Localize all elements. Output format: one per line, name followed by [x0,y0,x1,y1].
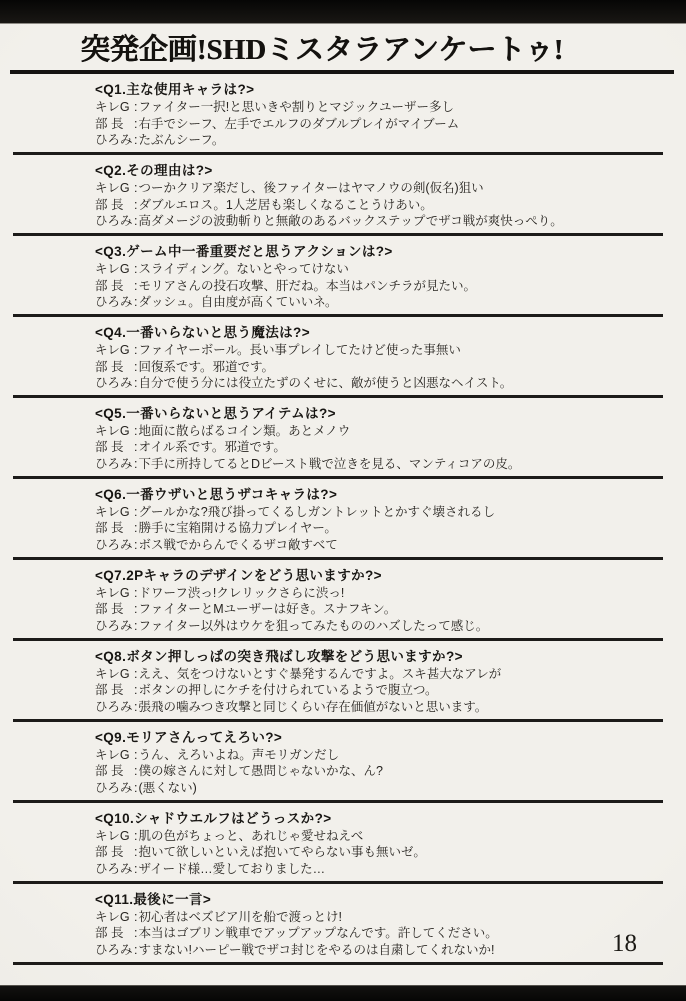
answer-row [95,861,663,878]
page-title: 突発企画!SHDミスタラアンケートゥ! [80,34,564,66]
answer-row [95,780,663,797]
answer-text: 張飛の噛みつき攻撃と同じくらい存在価値がないと思います。 [138,699,488,714]
question-heading: <Q1.主な使用キャラは?> [95,82,255,97]
answer-row [95,423,663,440]
answer-row [95,925,663,942]
speaker-label: キレG [95,261,130,276]
answer-row [95,342,663,359]
question-heading: <Q3.ゲーム中一番重要だと思うアクションは?> [95,243,393,259]
answer-row [95,601,663,618]
answer-text: 回復系です。邪道です。 [138,359,274,374]
answer-text: 自分で使う分には役立たずのくせに、敵が使うと凶悪なヘイスト。 [138,376,513,391]
speaker-label: キレG [95,828,130,843]
colon-separator: : [134,828,138,843]
answer-text: 肌の色がちょっと、あれじゃ愛せねえべ [138,828,364,843]
answer-row [95,439,663,456]
answer-text: ファイター以外はウケを狙ってみたもののハズしたって感じ。 [138,619,489,633]
speaker-label: 部 長 [95,359,124,374]
answer-text: つーかクリア楽だし、後ファイターはヤマノウの剣(仮名)狙い [138,180,484,195]
answer-row [95,504,663,521]
colon-separator: : [134,133,138,148]
colon-separator: : [134,423,138,438]
answer-row [95,747,663,764]
answer-text: ボタンの押しにケチを付けられているようで腹立つ。 [138,683,438,698]
speaker-label: キレG [95,423,130,438]
answer-text: 勝手に宝箱開ける協力プレイヤー。 [138,521,337,536]
colon-separator: : [134,909,138,924]
answer-text: ファイター一択!と思いきや割りとマジックユーザー多し [138,100,454,114]
answer-row [95,359,663,376]
answer-row [95,520,663,537]
answer-row [95,942,663,959]
answer-row [95,844,663,861]
qa-section-q5 [13,398,663,479]
question-heading: <Q6.一番ウザいと思うザコキャラは?> [95,486,338,502]
answer-row [95,375,663,392]
speaker-label: ひろみ [95,861,133,876]
colon-separator: : [134,342,138,357]
answer-row [95,99,663,116]
title-banner [10,23,674,74]
speaker-label: 部 長 [95,926,124,941]
colon-separator: : [134,359,138,374]
colon-separator: : [134,278,138,293]
qa-section-q1 [13,74,663,155]
scanner-bottom-black-bar [0,985,686,1001]
answer-text: たぶんシーフ。 [138,133,225,148]
speaker-label: キレG [95,504,130,519]
page-number: 18 [612,930,637,957]
answer-text: ファイターとMユーザーは好き。スナフキン。 [138,602,397,617]
colon-separator: : [134,295,138,310]
answer-row [95,261,663,278]
speaker-label: ひろみ [95,295,133,310]
answer-row [95,585,663,602]
colon-separator: : [134,780,138,795]
answer-row [95,116,663,133]
answer-text: 高ダメージの波動斬りと無敵のあるバックステップでザコ戦が爽快っぺり。 [138,214,563,229]
answer-row [95,537,663,554]
speaker-label: 部 長 [95,602,124,617]
answer-text: ダッシュ。自由度が高くていいネ。 [138,295,338,310]
answer-row [95,132,663,149]
colon-separator: : [134,261,138,276]
colon-separator: : [134,764,138,779]
answer-text: ザイード様…愛しておりました… [138,861,326,876]
answer-text: グールかな?飛び掛ってくるしガントレットとかすぐ壊されるし [138,504,496,519]
answer-text: (悪くない) [138,780,197,795]
answer-row [95,763,663,780]
answer-text: すまない!ハーピー戦でザコ封じをやるのは自粛してくれないか! [138,942,495,957]
colon-separator: : [134,376,138,391]
speaker-label: キレG [95,100,130,114]
colon-separator: : [134,845,138,860]
speaker-label: 部 長 [95,116,124,131]
colon-separator: : [134,116,138,131]
question-heading: <Q9.モリアさんってえろい?> [95,729,283,745]
answer-text: ダブルエロス。1人芝居も楽しくなることうけあい。 [138,197,433,212]
answer-row [95,618,663,635]
colon-separator: : [134,504,138,519]
qa-section-q8 [13,641,663,722]
answer-row [95,180,663,197]
answer-row [95,294,663,311]
speaker-label: キレG [95,666,130,681]
colon-separator: : [134,942,138,957]
colon-separator: : [134,926,138,941]
speaker-label: ひろみ [95,780,133,795]
colon-separator: : [134,214,138,229]
colon-separator: : [134,440,138,455]
colon-separator: : [134,100,138,114]
question-heading: <Q2.その理由は?> [95,162,213,178]
answer-row [95,682,663,699]
answer-row [95,197,663,214]
answer-text: 地面に散らばるコイン類。あとメノウ [138,423,351,438]
speaker-label: 部 長 [95,197,124,212]
colon-separator: : [134,197,138,212]
answer-text: モリアさんの投石攻撃、肝だね。本当はパンチラが見たい。 [138,278,476,293]
colon-separator: : [134,585,138,600]
colon-separator: : [134,683,138,698]
speaker-label: 部 長 [95,521,124,536]
qa-section-q11 [13,884,663,965]
speaker-label: ひろみ [95,376,133,391]
qa-section-q2 [13,155,663,236]
question-heading: <Q7.2Pキャラのデザインをどう思いますか?> [95,567,382,583]
colon-separator: : [134,180,138,195]
answer-row [95,456,663,473]
answer-row [95,909,663,926]
question-heading: <Q5.一番いらないと思うアイテムは?> [95,405,336,421]
answer-row [95,666,663,683]
colon-separator: : [134,457,138,472]
answer-text: ボス戦でからんでくるザコ敵すべて [138,538,338,553]
qa-section-q9 [13,722,663,803]
colon-separator: : [134,538,138,553]
speaker-label: ひろみ [95,942,133,957]
speaker-label: ひろみ [95,619,133,633]
qa-section-q3 [13,236,663,317]
answer-text: 本当はゴブリン戦車でアップアップなんです。許してください。 [138,926,498,941]
question-heading: <Q8.ボタン押しっぱの突き飛ばし攻撃をどう思いますか?> [95,648,463,664]
qa-section-q10 [13,803,663,884]
colon-separator: : [134,699,138,714]
answer-text: ファイヤーボール。長い事プレイしてたけど使った事無い [138,342,461,357]
question-heading: <Q10.シャドウエルフはどうっスか?> [95,810,332,826]
answer-text: 初心者はベズビア川を船で渡っとけ! [138,909,342,924]
answer-text: 右手でシーフ、左手でエルフのダブルプレイがマイブーム [138,116,460,131]
answer-row [95,699,663,716]
speaker-label: ひろみ [95,699,133,714]
speaker-label: 部 長 [95,845,124,860]
question-heading: <Q11.最後に一言> [95,891,212,907]
answer-text: 下手に所持してるとDビースト戦で泣きを見る、マンティコアの皮。 [138,457,521,472]
speaker-label: ひろみ [95,214,133,229]
question-heading: <Q4.一番いらないと思う魔法は?> [95,324,310,340]
colon-separator: : [134,861,138,876]
colon-separator: : [134,602,138,617]
answer-text: うん、えろいよね。声モリガンだし [138,747,340,762]
answer-row [95,828,663,845]
speaker-label: 部 長 [95,278,124,293]
answer-row [95,278,663,295]
speaker-label: 部 長 [95,440,124,455]
qa-section-q7 [13,560,663,641]
answer-text: 僕の嫁さんに対して愚問じゃないかな、ん? [138,764,383,779]
colon-separator: : [134,521,138,536]
answer-text: オイル系です。邪道です。 [138,440,286,455]
colon-separator: : [134,747,138,762]
colon-separator: : [134,666,138,681]
speaker-label: 部 長 [95,764,124,779]
answer-text: 抱いて欲しいといえば抱いてやらない事も無いゼ。 [138,845,426,860]
speaker-label: 部 長 [95,683,124,698]
speaker-label: キレG [95,747,130,762]
colon-separator: : [134,619,138,633]
qa-section-q4 [13,317,663,398]
speaker-label: キレG [95,909,130,924]
speaker-label: ひろみ [95,538,133,553]
qa-section-q6 [13,479,663,560]
answer-text: スライディング。ないとやってけない [138,261,349,276]
scanner-top-black-bar [0,0,686,24]
answer-text: ええ、気をつけないとすぐ暴発するんですよ。スキ甚大なアレが [138,666,502,681]
speaker-label: キレG [95,585,130,600]
speaker-label: ひろみ [95,457,133,472]
answer-text: ドワーフ渋っ!クレリックさらに渋っ! [138,585,345,600]
speaker-label: キレG [95,180,130,195]
speaker-label: キレG [95,342,130,357]
speaker-label: ひろみ [95,133,133,148]
answer-row [95,213,663,230]
qa-list [13,74,663,965]
